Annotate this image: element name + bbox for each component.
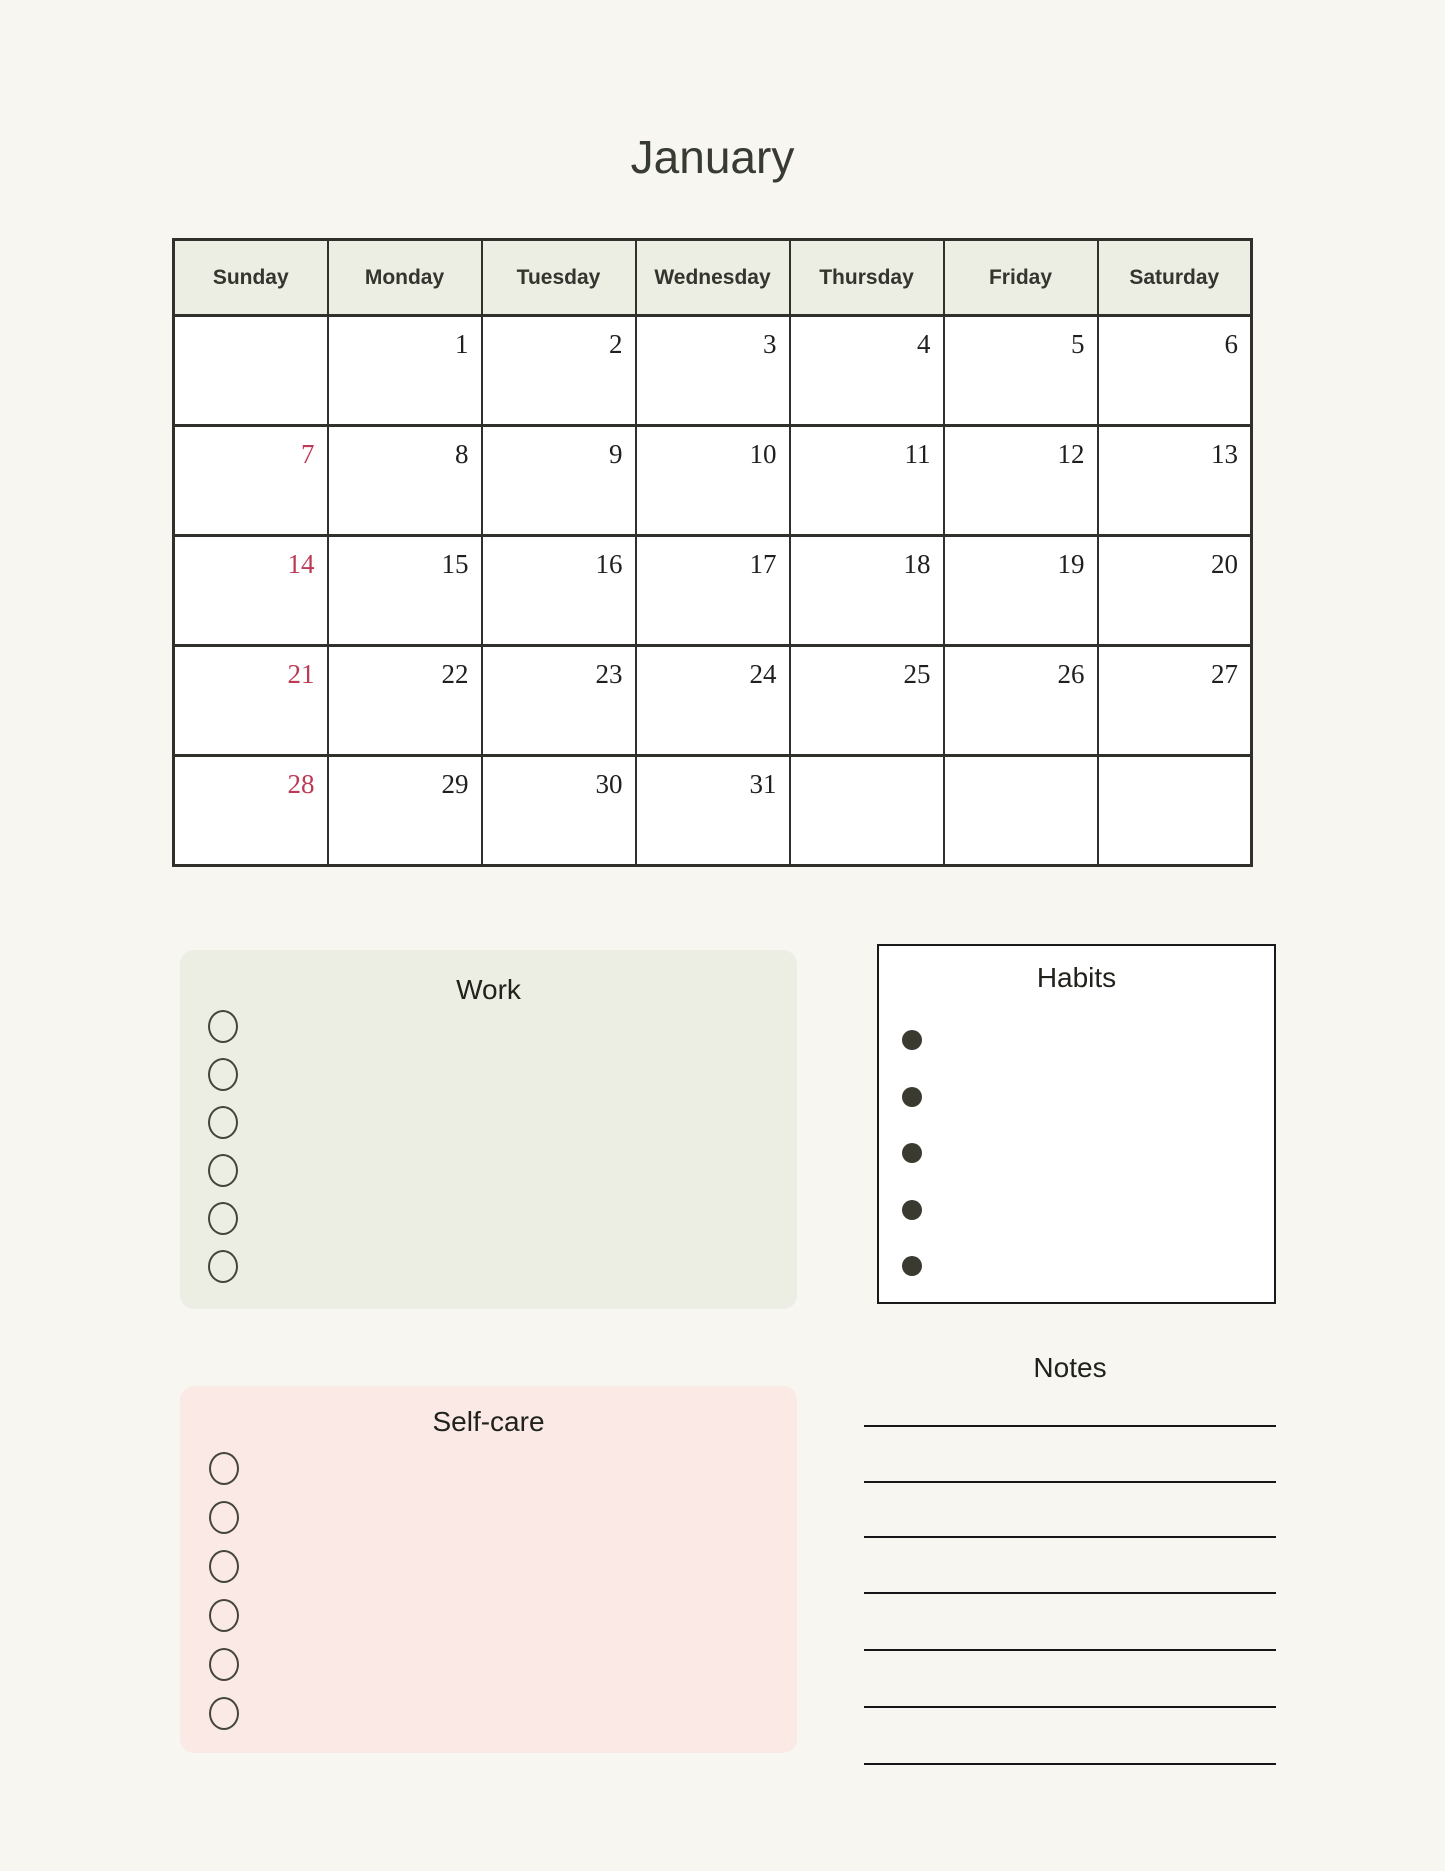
calendar-day-cell-18: 18 (790, 536, 944, 646)
calendar-day-cell-13: 13 (1098, 426, 1252, 536)
habit-bullet-4 (902, 1200, 922, 1220)
calendar-day-cell-31: 31 (636, 756, 790, 866)
calendar-table (172, 238, 1253, 867)
habits-panel (877, 944, 1276, 1304)
notes-line-7 (864, 1763, 1276, 1765)
day-header-thursday: Thursday (790, 240, 944, 316)
calendar-day-cell-28: 28 (174, 756, 328, 866)
selfcare-checkbox-1[interactable] (209, 1452, 239, 1485)
day-header-wednesday: Wednesday (636, 240, 790, 316)
day-header-friday: Friday (944, 240, 1098, 316)
calendar-week-row (174, 756, 1252, 866)
calendar-day-cell-12: 12 (944, 426, 1098, 536)
work-checkbox-6[interactable] (208, 1250, 238, 1283)
habit-bullet-3 (902, 1143, 922, 1163)
calendar-day-cell-9: 9 (482, 426, 636, 536)
notes-line-6 (864, 1706, 1276, 1708)
day-header-sunday: Sunday (174, 240, 328, 316)
month-title: January (630, 131, 795, 183)
calendar-day-cell-23: 23 (482, 646, 636, 756)
selfcare-panel-title: Self-care (432, 1406, 545, 1437)
selfcare-panel (180, 1386, 797, 1753)
selfcare-checkbox-5[interactable] (209, 1648, 239, 1681)
calendar-day-cell-29: 29 (328, 756, 482, 866)
calendar-week-row (174, 316, 1252, 426)
selfcare-checkbox-3[interactable] (209, 1550, 239, 1583)
calendar-day-cell-3: 3 (636, 316, 790, 426)
notes-title: Notes (1033, 1352, 1107, 1383)
work-checkbox-4[interactable] (208, 1154, 238, 1187)
calendar-day-cell-10: 10 (636, 426, 790, 536)
calendar-day-cell-1: 1 (328, 316, 482, 426)
calendar-day-cell-19: 19 (944, 536, 1098, 646)
calendar-day-cell-26: 26 (944, 646, 1098, 756)
work-checkbox-1[interactable] (208, 1010, 238, 1043)
calendar-day-cell-20: 20 (1098, 536, 1252, 646)
notes-line-5 (864, 1649, 1276, 1651)
work-checkbox-3[interactable] (208, 1106, 238, 1139)
selfcare-checkbox-6[interactable] (209, 1697, 239, 1730)
calendar-day-cell-21: 21 (174, 646, 328, 756)
notes-line-1 (864, 1425, 1276, 1427)
calendar-week-row (174, 426, 1252, 536)
selfcare-checkbox-4[interactable] (209, 1599, 239, 1632)
calendar-day-cell-17: 17 (636, 536, 790, 646)
habits-panel-title: Habits (1036, 962, 1117, 993)
calendar-day-cell-22: 22 (328, 646, 482, 756)
notes-line-4 (864, 1592, 1276, 1594)
calendar-day-cell-24: 24 (636, 646, 790, 756)
day-header-saturday: Saturday (1098, 240, 1252, 316)
calendar-day-cell-11: 11 (790, 426, 944, 536)
calendar-day-cell-7: 7 (174, 426, 328, 536)
work-panel-title: Work (456, 974, 521, 1005)
notes-line-3 (864, 1536, 1276, 1538)
calendar-day-cell-4: 4 (790, 316, 944, 426)
calendar-empty-cell (790, 756, 944, 866)
work-checkbox-2[interactable] (208, 1058, 238, 1091)
habit-bullet-5 (902, 1256, 922, 1276)
calendar-day-cell-27: 27 (1098, 646, 1252, 756)
calendar-week-row (174, 536, 1252, 646)
calendar-day-cell-2: 2 (482, 316, 636, 426)
calendar-day-cell-16: 16 (482, 536, 636, 646)
habit-bullet-2 (902, 1087, 922, 1107)
calendar-empty-cell (174, 316, 328, 426)
day-header-tuesday: Tuesday (482, 240, 636, 316)
work-checkbox-5[interactable] (208, 1202, 238, 1235)
calendar-day-cell-8: 8 (328, 426, 482, 536)
calendar-day-cell-6: 6 (1098, 316, 1252, 426)
calendar-day-cell-25: 25 (790, 646, 944, 756)
habit-bullet-1 (902, 1030, 922, 1050)
calendar-day-cell-14: 14 (174, 536, 328, 646)
calendar-day-cell-30: 30 (482, 756, 636, 866)
work-panel (180, 950, 797, 1309)
selfcare-checkbox-2[interactable] (209, 1501, 239, 1534)
calendar-header-row (174, 240, 1252, 316)
day-header-monday: Monday (328, 240, 482, 316)
calendar-empty-cell (944, 756, 1098, 866)
calendar-week-row (174, 646, 1252, 756)
calendar-day-cell-5: 5 (944, 316, 1098, 426)
calendar-day-cell-15: 15 (328, 536, 482, 646)
calendar-empty-cell (1098, 756, 1252, 866)
notes-line-2 (864, 1481, 1276, 1483)
